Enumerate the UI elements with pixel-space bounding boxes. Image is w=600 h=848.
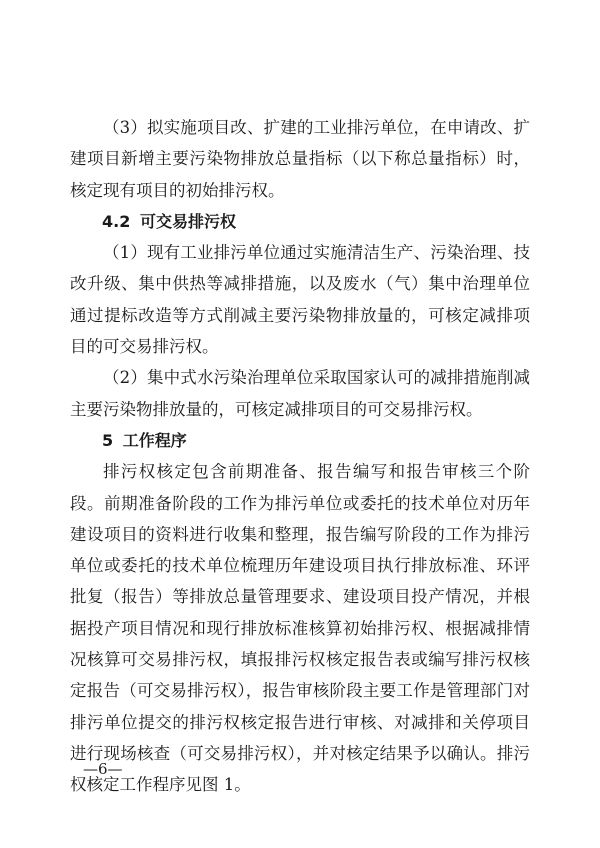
document-body (70, 112, 530, 801)
section-title: 可交易排污权 (139, 211, 236, 231)
paragraph-tradable-case-2: （2）集中式水污染治理单位采取国家认可的减排措施削减主要污染物排放量的，可核定减排项目的可交易排污权。 (70, 368, 530, 419)
section-number: 5 (102, 430, 114, 450)
paragraph-tradable-case-1: （1）现有工业排污单位通过实施清洁生产、污染治理、技改升级、集中供热等减排措施，以及废水（气）集中治理单位通过提标改造等方式削减主要污染物排放量的，可核定减排项目的可交易排污权。 (70, 243, 530, 357)
section-heading-5 (70, 425, 530, 456)
paragraph-initial-allowance-case-3: （3）拟实施项目改、扩建的工业排污单位，在申请改、扩建项目新增主要污染物排放总量指标（以下称总量指标）时，核定现有项目的初始排污权。 (70, 118, 530, 200)
paragraph-work-procedure: 排污权核定包含前期准备、报告编写和报告审核三个阶段。前期准备阶段的工作为排污单位或委托的技术单位对历年建设项目的资料进行收集和整理，报告编写阶段的工作为排污单位或委托的技术单位梳理历年建设项目执行排放标准、环评批复（报告）等排放总量管理要求、建设项目投产情况，并根据投产项目情况和现行排放标准核算初始排污权、根据减排情况核算可交易排污权，填报排污权核定报告表或编写排污权核定报告（可交易排污权），报告审核阶段主要工作是管理部门对排污单位提交的排污权核定报告进行审核、对减排和关停项目进行现场核查（可交易排污权），并对核定结果予以确认。排污权核定工作程序见图 1。 (70, 462, 530, 795)
page-number: —6— (83, 760, 123, 778)
section-number: 4.2 (102, 211, 131, 231)
section-heading-4-2 (70, 206, 530, 237)
section-title: 工作程序 (122, 430, 187, 450)
